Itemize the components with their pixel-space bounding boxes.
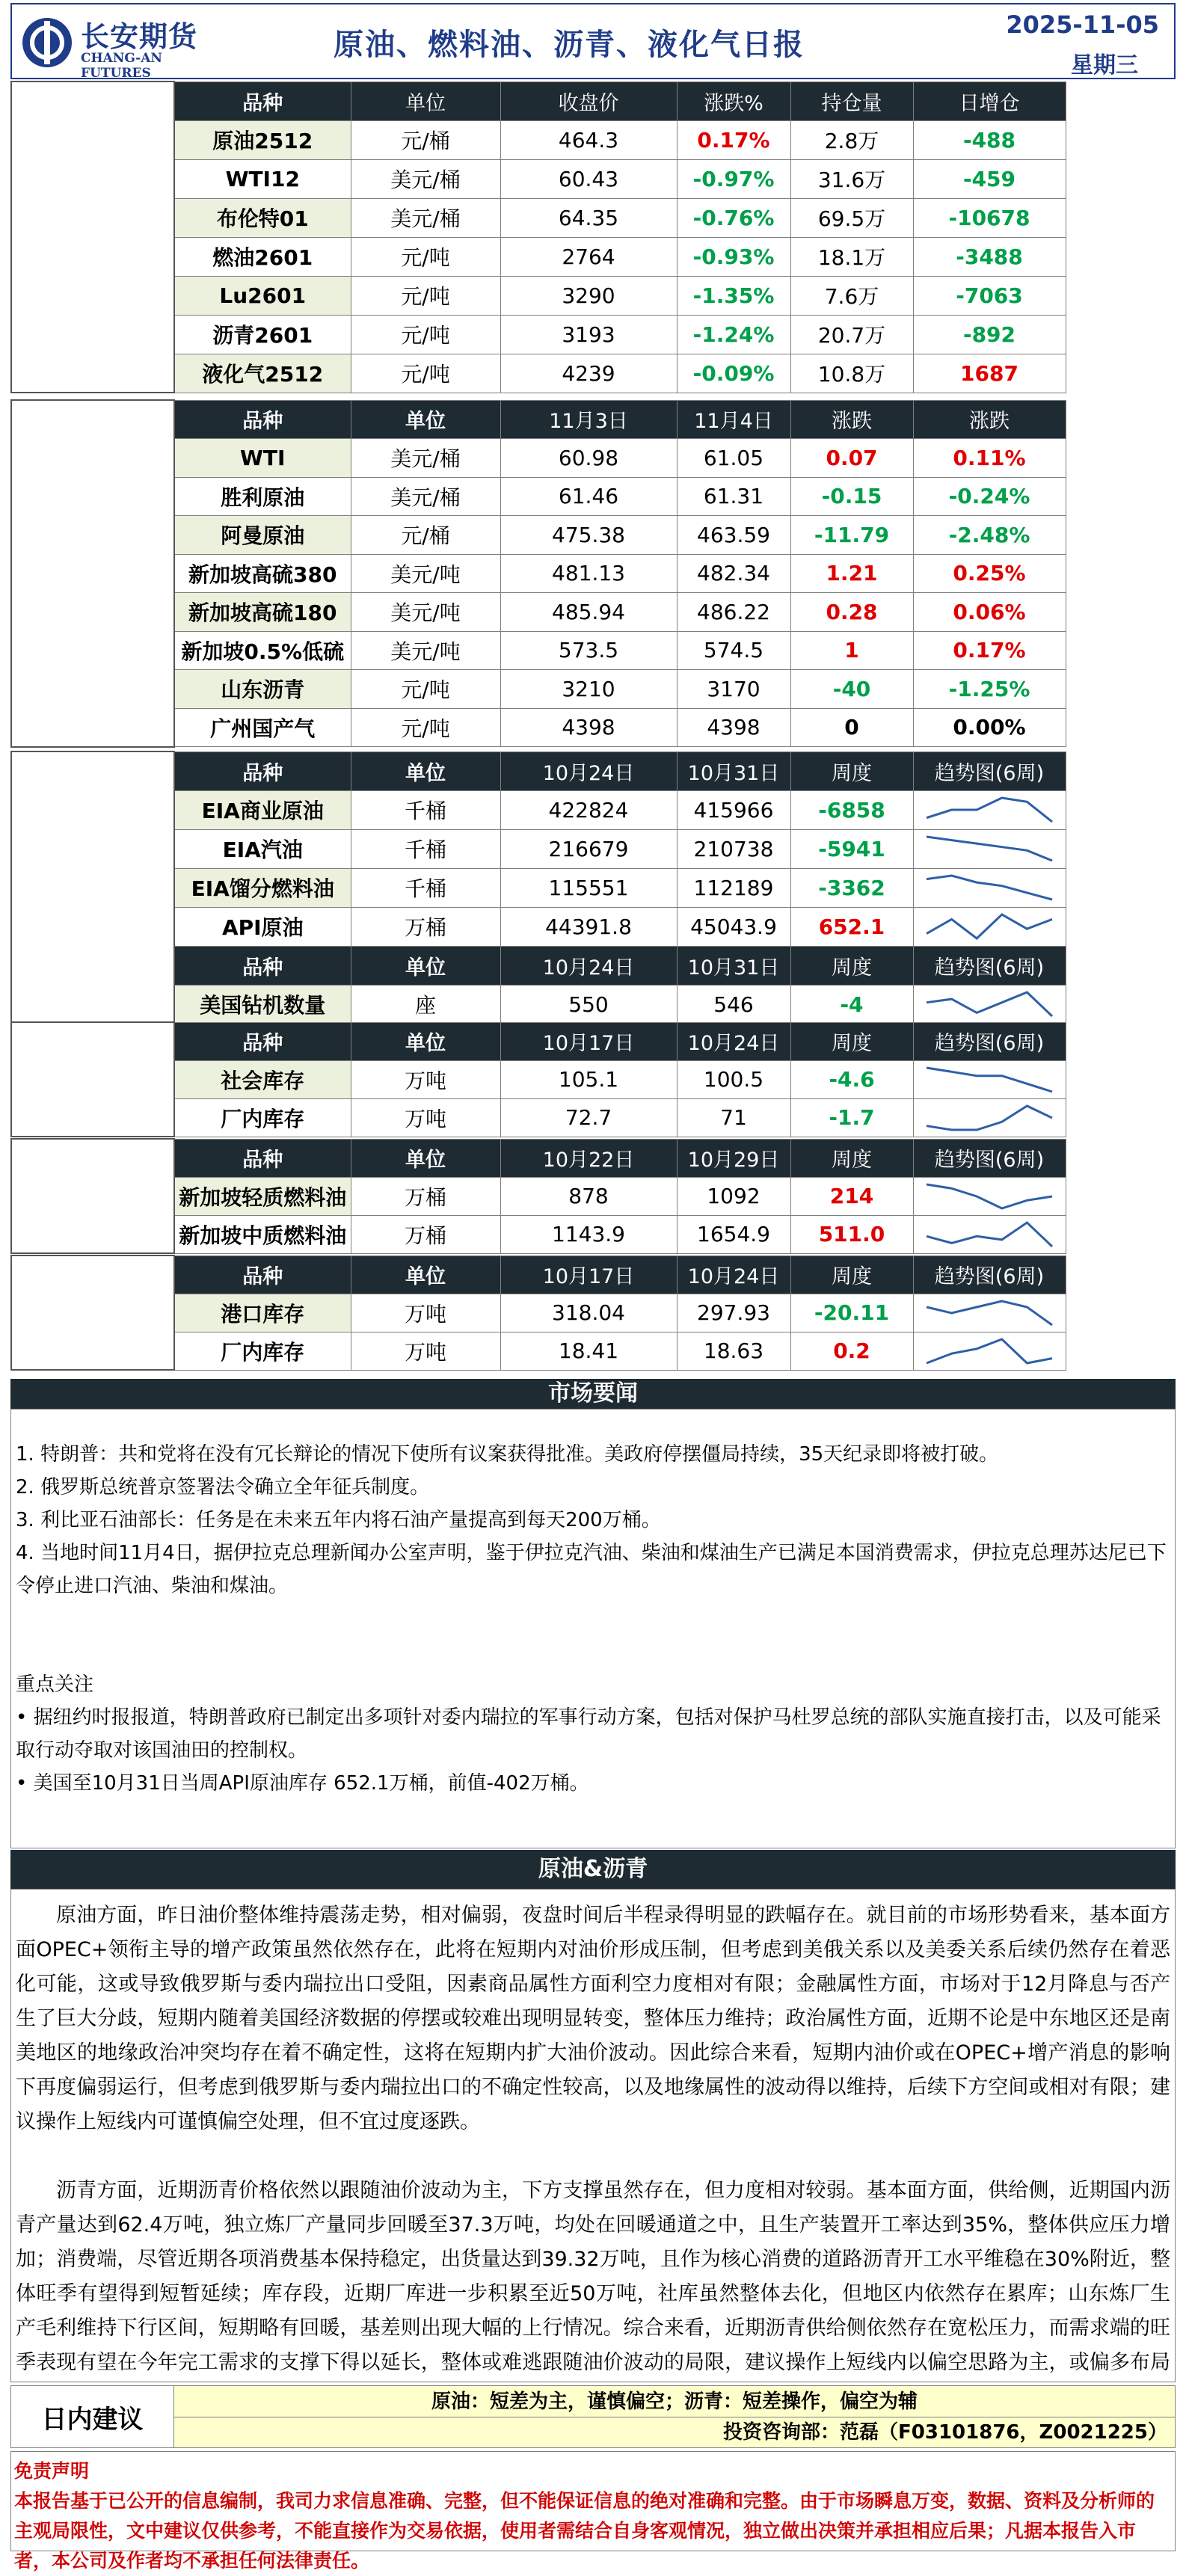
- cell-value: 210738: [677, 829, 790, 868]
- cell-value: 元/桶: [351, 516, 500, 555]
- column-header: 品种: [174, 946, 351, 985]
- report-title: 原油、燃料油、沥青、液化气日报: [334, 28, 805, 62]
- cell-value: 20.7万: [790, 315, 913, 354]
- column-header: 单位: [351, 751, 500, 790]
- cell-value: 878: [500, 1177, 677, 1215]
- change-value: 214: [790, 1177, 913, 1215]
- column-header: 持仓量: [790, 82, 913, 120]
- table-header-row: [11, 1022, 1066, 1060]
- product-name: 厂内库存: [174, 1332, 351, 1370]
- column-header: 趋势图(6周): [913, 1255, 1066, 1294]
- trend-cell: [913, 907, 1066, 946]
- cell-value: 10.8万: [790, 354, 913, 393]
- column-header: 品种: [174, 1255, 351, 1294]
- column-header: 收盘价: [500, 82, 677, 120]
- trend-cell: [913, 1098, 1066, 1137]
- cell-value: 485.94: [500, 593, 677, 632]
- product-name: 原油2512: [174, 120, 351, 159]
- change-value: 0: [790, 708, 913, 747]
- column-header: 10月17日: [500, 1022, 677, 1060]
- product-name: 阿曼原油: [174, 516, 351, 555]
- change-value: 0.00%: [913, 708, 1066, 747]
- trend-line: [927, 798, 1052, 822]
- cell-value: 元/吨: [351, 708, 500, 747]
- cell-value: 美元/吨: [351, 554, 500, 593]
- news-item: 4. 当地时间11月4日，据伊拉克总理新闻办公室声明，鉴于伊拉克汽油、柴油和煤油生产已满足本国消费需求，伊拉克总理苏达尼已下令停止进口汽油、柴油和煤油。: [16, 1542, 1167, 1597]
- cell-value: 415966: [677, 790, 790, 829]
- change-value: -0.24%: [913, 477, 1066, 516]
- trend-line: [927, 1184, 1052, 1208]
- trend-line: [927, 914, 1052, 938]
- cell-value: 482.34: [677, 554, 790, 593]
- change-value: 1: [790, 631, 913, 670]
- trend-sparkline: [922, 988, 1057, 1021]
- cell-value: 574.5: [677, 631, 790, 670]
- table-lpg_inv: [10, 1255, 1066, 1371]
- market-news-title: 市场要闻: [10, 1379, 1176, 1409]
- column-header: 单位: [351, 1139, 500, 1177]
- focus-title: 重点关注: [16, 1673, 94, 1696]
- column-header: 10月17日: [500, 1255, 677, 1294]
- change-value: -4: [790, 985, 913, 1024]
- column-header: 10月31日: [677, 751, 790, 790]
- report-date: 2025-11-05: [1006, 10, 1159, 39]
- cell-value: 1092: [677, 1177, 790, 1215]
- column-header: 品种: [174, 1139, 351, 1177]
- table-asphalt_inv: [10, 1021, 1066, 1137]
- change-value: -892: [913, 315, 1066, 354]
- trend-line: [927, 837, 1052, 861]
- cell-value: 463.59: [677, 516, 790, 555]
- column-header: 品种: [174, 751, 351, 790]
- section-label: 原油库存: [11, 751, 174, 1024]
- trend-sparkline: [922, 1180, 1057, 1213]
- product-name: 广州国产气: [174, 708, 351, 747]
- change-value: -7063: [913, 276, 1066, 315]
- change-value: 652.1: [790, 907, 913, 946]
- trend-line: [927, 1301, 1052, 1325]
- change-value: -488: [913, 120, 1066, 159]
- column-header: 单位: [351, 400, 500, 439]
- trend-sparkline: [922, 871, 1057, 904]
- section-label: 液化气库存: [11, 1255, 174, 1370]
- cell-value: 美元/桶: [351, 159, 500, 198]
- column-header: 10月31日: [677, 946, 790, 985]
- trend-line: [927, 1339, 1052, 1363]
- column-header: 周度: [790, 1139, 913, 1177]
- column-header: 涨跌: [913, 400, 1066, 439]
- cell-value: 216679: [500, 829, 677, 868]
- change-value: -1.24%: [677, 315, 790, 354]
- column-header: 单位: [351, 946, 500, 985]
- cell-value: 481.13: [500, 554, 677, 593]
- cell-value: 万吨: [351, 1294, 500, 1332]
- column-header: 11月4日: [677, 400, 790, 439]
- cell-value: 573.5: [500, 631, 677, 670]
- section-label: 期货每日信息: [11, 82, 174, 393]
- cell-value: 546: [677, 985, 790, 1024]
- product-name: 布伦特01: [174, 198, 351, 237]
- cell-value: 3170: [677, 670, 790, 709]
- logo-cn: 长安期货: [81, 20, 198, 53]
- cell-value: 4239: [500, 354, 677, 393]
- table-header-row: [11, 1139, 1066, 1177]
- column-header: 10月24日: [500, 751, 677, 790]
- cell-value: 3193: [500, 315, 677, 354]
- advice-label: 日内建议: [11, 2386, 174, 2447]
- trend-cell: [913, 1215, 1066, 1253]
- cell-value: 475.38: [500, 516, 677, 555]
- product-name: 社会库存: [174, 1060, 351, 1098]
- change-value: 0.17%: [677, 120, 790, 159]
- cell-value: 18.63: [677, 1332, 790, 1370]
- change-value: -20.11: [790, 1294, 913, 1332]
- column-header: 10月29日: [677, 1139, 790, 1177]
- cell-value: 2764: [500, 237, 677, 276]
- trend-sparkline: [922, 910, 1057, 943]
- product-name: EIA商业原油: [174, 790, 351, 829]
- change-value: -4.6: [790, 1060, 913, 1098]
- section-label: 燃料油库存: [11, 1139, 174, 1253]
- product-name: WTI12: [174, 159, 351, 198]
- trend-sparkline: [922, 793, 1057, 826]
- change-value: -3488: [913, 237, 1066, 276]
- advisor-info: 投资咨询部：范磊（F03101876，Z0021225）: [174, 2417, 1175, 2447]
- trend-cell: [913, 790, 1066, 829]
- change-value: -5941: [790, 829, 913, 868]
- advice-text: 原油：短差为主，谨慎偏空；沥青：短差操作，偏空为辅: [174, 2386, 1175, 2417]
- change-value: -11.79: [790, 516, 913, 555]
- product-name: 新加坡高硫180: [174, 593, 351, 632]
- change-value: 0.06%: [913, 593, 1066, 632]
- column-header: 趋势图(6周): [913, 946, 1066, 985]
- cell-value: 美元/桶: [351, 439, 500, 478]
- table-header-row: [11, 1255, 1066, 1294]
- trend-cell: [913, 985, 1066, 1024]
- change-value: 0.25%: [913, 554, 1066, 593]
- column-header: 10月24日: [677, 1022, 790, 1060]
- change-value: -1.7: [790, 1098, 913, 1137]
- product-name: WTI: [174, 439, 351, 478]
- product-name: 厂内库存: [174, 1098, 351, 1137]
- intraday-advice: [10, 2385, 1176, 2448]
- table-header-row: [11, 751, 1066, 790]
- section-label: 沥青库存: [11, 1022, 174, 1137]
- change-value: 1.21: [790, 554, 913, 593]
- product-name: 液化气2512: [174, 354, 351, 393]
- change-value: -2.48%: [913, 516, 1066, 555]
- column-header: 趋势图(6周): [913, 1139, 1066, 1177]
- cell-value: 71: [677, 1098, 790, 1137]
- disclaimer-title: 免责声明: [14, 2460, 90, 2482]
- trend-cell: [913, 1294, 1066, 1332]
- product-name: 沥青2601: [174, 315, 351, 354]
- trend-cell: [913, 1177, 1066, 1215]
- cell-value: 45043.9: [677, 907, 790, 946]
- column-header: 周度: [790, 1022, 913, 1060]
- cell-value: 64.35: [500, 198, 677, 237]
- change-value: -1.25%: [913, 670, 1066, 709]
- cell-value: 18.1万: [790, 237, 913, 276]
- analysis-paragraph: 原油方面，昨日油价整体维持震荡走势，相对偏弱，夜盘时间后半程录得明显的跌幅存在。就目前的市场形势看来，基本面方面OPEC+领衔主导的增产政策虽然依然存在，此将在短期内对油价形成压制，但考虑到美俄关系以及美委关系后续仍然存在着恶化可能，这或导致俄罗斯与委内瑞拉出口受阻，因素商品属性方面利空力度相对有限；金融属性方面，市场对于12月降息与否产生了巨大分歧，短期内随着美国经济数据的停摆或较难出现明显转变，整体压力维持；政治属性方面，近期不论是中东地区还是南美地区的地缘政治冲突均存在着不确定性，这将在短期内扩大油价波动。因此综合来看，短期内油价或在OPEC+增产消息的影响下再度偏弱运行，但考虑到俄罗斯与委内瑞拉出口的不确定性较高，以及地缘属性的波动得以维持，后续下方空间或相对有限；建议操作上短线内可谨慎偏空处理，但不宜过度逐跌。: [16, 1904, 1170, 2133]
- market-news-box: [10, 1409, 1176, 1848]
- trend-cell: [913, 868, 1066, 907]
- cell-value: 2.8万: [790, 120, 913, 159]
- cell-value: 4398: [677, 708, 790, 747]
- product-name: 港口库存: [174, 1294, 351, 1332]
- column-header: 单位: [351, 1255, 500, 1294]
- news-item: 1. 特朗普：共和党将在没有冗长辩论的情况下使所有议案获得批准。美政府停摆僵局持续，35天纪录即将被打破。: [16, 1443, 999, 1466]
- cell-value: 61.05: [677, 439, 790, 478]
- cell-value: 千桶: [351, 790, 500, 829]
- column-header: 10月24日: [677, 1255, 790, 1294]
- report-weekday: 星期三: [1071, 52, 1138, 79]
- product-name: 燃油2601: [174, 237, 351, 276]
- cell-value: 万吨: [351, 1060, 500, 1098]
- cell-value: 3290: [500, 276, 677, 315]
- change-value: -40: [790, 670, 913, 709]
- change-value: 0.28: [790, 593, 913, 632]
- change-value: 511.0: [790, 1215, 913, 1253]
- cell-value: 61.46: [500, 477, 677, 516]
- cell-value: 3210: [500, 670, 677, 709]
- report-page: [10, 3, 1176, 2572]
- analysis-paragraph: 沥青方面，近期沥青价格依然以跟随油价波动为主，下方支撑虽然存在，但力度相对较弱。基本面方面，供给侧，近期国内沥青产量达到62.4万吨，独立炼厂产量同步回暖至37.3万吨，均处在回暖通道之中，且生产装置开工率达到35%，整体供应压力增加；消费端，尽管近期各项消费基本保持稳定，出货量达到39.32万吨，且作为核心消费的道路沥青开工水平维稳在30%附近，整体旺季有望得到短暂延续；库存段，近期厂库进一步积累至近50万吨，社库虽然整体去化，但地区内依然存在累库；山东炼厂生产毛利维持下行区间，短期略有回暖，基差则出现大幅的上行情况。综合来看，近期沥青供给侧依然存在宽松压力，而需求端的旺季表现有望在今年完工需求的支撑下得以延长，整体或难逃跟随油价波动的局限，建议操作上短线内以偏空思路为主，或偏多布局: [16, 2179, 1170, 2374]
- change-value: 0.17%: [913, 631, 1066, 670]
- cell-value: 万吨: [351, 1098, 500, 1137]
- trend-line: [927, 1223, 1052, 1246]
- change-value: -1.35%: [677, 276, 790, 315]
- table-fuel_inv: [10, 1138, 1066, 1254]
- column-header: 趋势图(6周): [913, 751, 1066, 790]
- cell-value: 422824: [500, 790, 677, 829]
- product-name: API原油: [174, 907, 351, 946]
- cell-value: 万桶: [351, 1215, 500, 1253]
- cell-value: 千桶: [351, 868, 500, 907]
- product-name: 新加坡中质燃料油: [174, 1215, 351, 1253]
- cell-value: 元/吨: [351, 670, 500, 709]
- cell-value: 318.04: [500, 1294, 677, 1332]
- trend-sparkline: [922, 1063, 1057, 1096]
- focus-item: • 据纽约时报报道，特朗普政府已制定出多项针对委内瑞拉的军事行动方案，包括对保护马杜罗总统的部队实施直接打击，以及可能采取行动夺取对该国油田的控制权。: [16, 1706, 1161, 1762]
- column-header: 周度: [790, 946, 913, 985]
- trend-line: [927, 1106, 1052, 1130]
- cell-value: 座: [351, 985, 500, 1024]
- column-header: 单位: [351, 1022, 500, 1060]
- column-header: 10月22日: [500, 1139, 677, 1177]
- product-name: 山东沥青: [174, 670, 351, 709]
- cell-value: 486.22: [677, 593, 790, 632]
- table-spot: [10, 399, 1066, 748]
- cell-value: 44391.8: [500, 907, 677, 946]
- change-value: -10678: [913, 198, 1066, 237]
- cell-value: 1654.9: [677, 1215, 790, 1253]
- column-header: 11月3日: [500, 400, 677, 439]
- change-value: -0.76%: [677, 198, 790, 237]
- table-header-row: [11, 82, 1066, 120]
- cell-value: 元/桶: [351, 120, 500, 159]
- column-header: 涨跌%: [677, 82, 790, 120]
- trend-cell: [913, 1332, 1066, 1370]
- column-header: 周度: [790, 751, 913, 790]
- change-value: -0.97%: [677, 159, 790, 198]
- cell-value: 万吨: [351, 1332, 500, 1370]
- logo-en: CHANG-AN FUTURES: [81, 51, 162, 81]
- product-name: EIA馏分燃料油: [174, 868, 351, 907]
- cell-value: 464.3: [500, 120, 677, 159]
- trend-line: [927, 1068, 1052, 1092]
- change-value: -0.93%: [677, 237, 790, 276]
- cell-value: 美元/吨: [351, 631, 500, 670]
- column-header: 品种: [174, 82, 351, 120]
- disclaimer: [10, 2451, 1176, 2572]
- cell-value: 69.5万: [790, 198, 913, 237]
- news-item: 3. 利比亚石油部长：任务是在未来五年内将石油产量提高到每天200万桶。: [16, 1509, 661, 1531]
- column-header: 品种: [174, 400, 351, 439]
- cell-value: 100.5: [677, 1060, 790, 1098]
- product-name: 新加坡0.5%低硫: [174, 631, 351, 670]
- product-name: 胜利原油: [174, 477, 351, 516]
- trend-line: [927, 992, 1052, 1016]
- cell-value: 美元/桶: [351, 477, 500, 516]
- column-header: 趋势图(6周): [913, 1022, 1066, 1060]
- column-header: 涨跌: [790, 400, 913, 439]
- cell-value: 31.6万: [790, 159, 913, 198]
- cell-value: 105.1: [500, 1060, 677, 1098]
- cell-value: 千桶: [351, 829, 500, 868]
- change-value: -459: [913, 159, 1066, 198]
- trend-sparkline: [922, 832, 1057, 865]
- column-header: 单位: [351, 82, 500, 120]
- news-gap: [16, 1602, 1170, 1668]
- cell-value: 万桶: [351, 1177, 500, 1215]
- cell-value: 18.41: [500, 1332, 677, 1370]
- trend-sparkline: [922, 1101, 1057, 1134]
- change-value: 0.07: [790, 439, 913, 478]
- cell-value: 元/吨: [351, 315, 500, 354]
- cell-value: 72.7: [500, 1098, 677, 1137]
- change-value: -6858: [790, 790, 913, 829]
- trend-sparkline: [922, 1335, 1057, 1368]
- section-label: 现货价格: [11, 400, 174, 747]
- company-logo: [18, 10, 220, 81]
- trend-sparkline: [922, 1297, 1057, 1330]
- product-name: 新加坡轻质燃料油: [174, 1177, 351, 1215]
- product-name: 新加坡高硫380: [174, 554, 351, 593]
- change-value: 0.2: [790, 1332, 913, 1370]
- news-item: 2. 俄罗斯总统普京签署法令确立全年征兵制度。: [16, 1476, 430, 1498]
- change-value: -0.15: [790, 477, 913, 516]
- cell-value: 4398: [500, 708, 677, 747]
- trend-cell: [913, 829, 1066, 868]
- analysis-box: [10, 1889, 1176, 2382]
- disclaimer-text: 本报告基于已公开的信息编制，我司力求信息准确、完整，但不能保证信息的绝对准确和完整。由于市场瞬息万变，数据、资料及分析师的主观局限性，文中建议仅供参考，不能直接作为交易依据，使用者需结合自身客观情况，独立做出决策并承担相应后果；凡据本报告入市者，本公司及作者均不承担任何法律责任。: [14, 2490, 1155, 2572]
- cell-value: 60.98: [500, 439, 677, 478]
- change-value: 0.11%: [913, 439, 1066, 478]
- cell-value: 美元/桶: [351, 198, 500, 237]
- cell-value: 61.31: [677, 477, 790, 516]
- table-futures: [10, 81, 1066, 393]
- column-header: 日增仓: [913, 82, 1066, 120]
- change-value: -3362: [790, 868, 913, 907]
- cell-value: 元/吨: [351, 354, 500, 393]
- column-header: 周度: [790, 1255, 913, 1294]
- change-value: 1687: [913, 354, 1066, 393]
- trend-sparkline: [922, 1218, 1057, 1251]
- analysis-title: 原油&沥青: [10, 1850, 1176, 1889]
- table-header-row: [11, 400, 1066, 439]
- logo-emblem-icon: [22, 18, 72, 67]
- cell-value: 112189: [677, 868, 790, 907]
- change-value: -0.09%: [677, 354, 790, 393]
- product-name: Lu2601: [174, 276, 351, 315]
- cell-value: 7.6万: [790, 276, 913, 315]
- column-header: 10月24日: [500, 946, 677, 985]
- cell-value: 115551: [500, 868, 677, 907]
- cell-value: 元/吨: [351, 237, 500, 276]
- table-crude_inv: [10, 751, 1066, 1024]
- report-header: [10, 3, 1176, 79]
- column-header: 品种: [174, 1022, 351, 1060]
- cell-value: 万桶: [351, 907, 500, 946]
- cell-value: 元/吨: [351, 276, 500, 315]
- product-name: 美国钻机数量: [174, 985, 351, 1024]
- focus-item: • 美国至10月31日当周API原油库存 652.1万桶，前值-402万桶。: [16, 1772, 589, 1795]
- cell-value: 美元/吨: [351, 593, 500, 632]
- trend-cell: [913, 1060, 1066, 1098]
- cell-value: 60.43: [500, 159, 677, 198]
- cell-value: 1143.9: [500, 1215, 677, 1253]
- product-name: EIA汽油: [174, 829, 351, 868]
- cell-value: 550: [500, 985, 677, 1024]
- trend-line: [927, 876, 1052, 900]
- cell-value: 297.93: [677, 1294, 790, 1332]
